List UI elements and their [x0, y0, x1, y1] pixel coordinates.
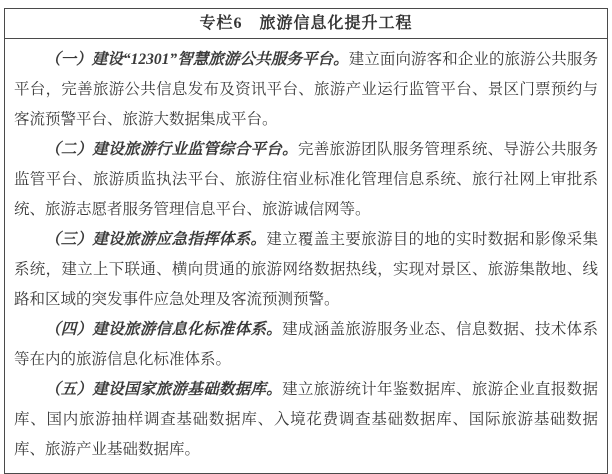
panel-title: 专栏6 旅游信息化提升工程 — [4, 8, 608, 39]
paragraph-lead: （五）建设国家旅游基础数据库。 — [45, 381, 283, 398]
paragraph-lead: （二）建设旅游行业监管综合平台。 — [45, 141, 298, 158]
paragraph-body: 建立旅游统计年鉴数据库、旅游企业直报数据库、国内旅游抽样调查基础数据库、入境花费调查基础数据库、国际旅游基础数据库、旅游产业基础数据库。 — [14, 381, 598, 458]
paragraph — [14, 45, 598, 135]
paragraph — [14, 135, 598, 225]
paragraph — [14, 225, 598, 315]
paragraph-body: 完善旅游团队服务管理系统、导游公共服务监管平台、旅游质监执法平台、旅游住宿业标准化管理信息系统、旅行社网上审批系统、旅游志愿者服务管理信息平台、旅游诚信网等。 — [14, 141, 598, 218]
feature-box — [4, 8, 608, 474]
paragraph-lead: （一）建设“12301”智慧旅游公共服务平台。 — [45, 51, 349, 68]
paragraph-lead: （四）建设旅游信息化标准体系。 — [45, 321, 283, 338]
panel-body — [4, 39, 608, 474]
paragraph — [14, 315, 598, 375]
paragraph-body: 建立面向游客和企业的旅游公共服务平台，完善旅游公共信息发布及资讯平台、旅游产业运行监管平台、景区门票预约与客流预警平台、旅游大数据集成平台。 — [14, 51, 598, 128]
paragraph-lead: （三）建设旅游应急指挥体系。 — [45, 231, 267, 248]
paragraph-body: 建立覆盖主要旅游目的地的实时数据和影像采集系统，建立上下联通、横向贯通的旅游网络数据热线，实现对景区、旅游集散地、线路和区域的突发事件应急处理及客流预测预警。 — [14, 231, 598, 308]
paragraph-body: 建成涵盖旅游服务业态、信息数据、技术体系等在内的旅游信息化标准体系。 — [14, 321, 598, 368]
paragraph — [14, 375, 598, 465]
